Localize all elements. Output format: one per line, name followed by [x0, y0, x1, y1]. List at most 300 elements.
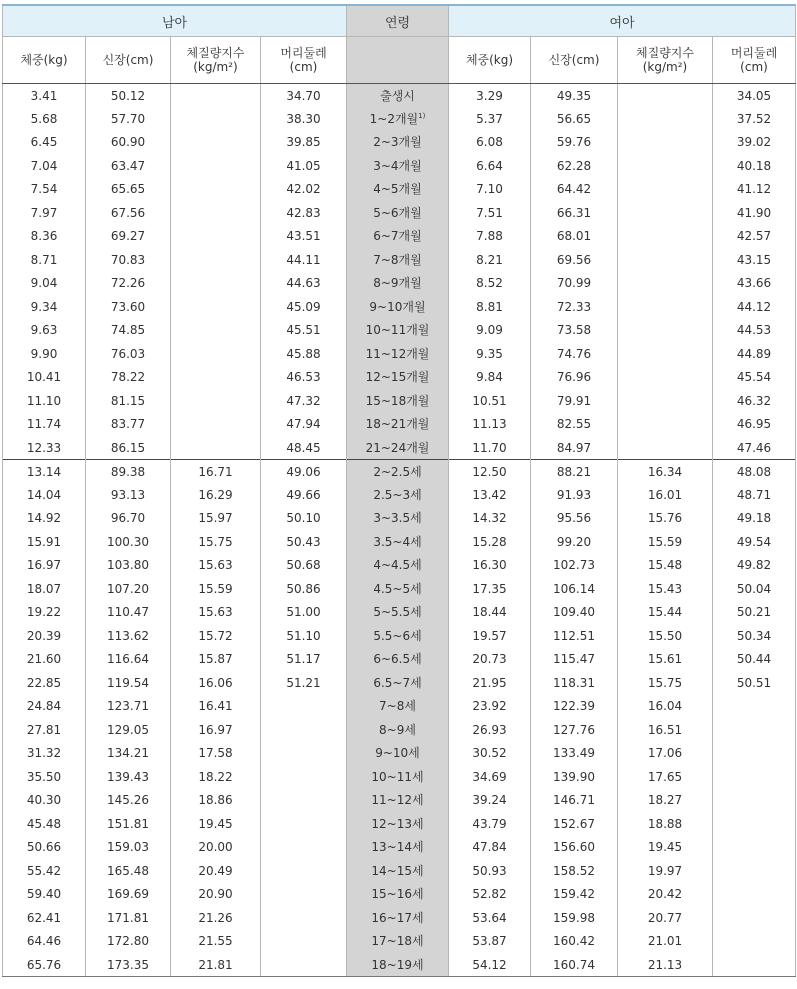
female-height-cell: 91.93 [531, 483, 618, 507]
male-height-cell: 74.85 [86, 319, 171, 343]
table-row [3, 131, 796, 155]
table-row [3, 883, 796, 907]
age-cell [347, 413, 449, 437]
female-bmi-cell: 20.42 [618, 883, 713, 907]
male-head-circumference-cell: 51.00 [261, 601, 347, 625]
age-label: 4~4.5세 [373, 558, 422, 573]
male-weight-cell: 9.90 [3, 342, 86, 366]
female-bmi-cell [618, 201, 713, 225]
female-bmi-cell: 15.50 [618, 624, 713, 648]
male-weight-cell: 50.66 [3, 836, 86, 860]
age-cell [347, 718, 449, 742]
male-head-circumference-cell [261, 883, 347, 907]
female-height-cell: 64.42 [531, 178, 618, 202]
female-bmi-cell [618, 178, 713, 202]
female-bmi-cell: 15.76 [618, 507, 713, 531]
female-height-cell: 160.74 [531, 953, 618, 977]
female-bmi-cell: 16.51 [618, 718, 713, 742]
female-bmi-cell: 18.88 [618, 812, 713, 836]
female-head-circumference-cell: 44.12 [713, 295, 796, 319]
female-bmi-cell: 16.04 [618, 695, 713, 719]
female-bmi-cell [618, 319, 713, 343]
female-height-cell: 84.97 [531, 436, 618, 460]
female-height-header: 신장(cm) [531, 37, 618, 84]
female-head-circumference-cell: 43.66 [713, 272, 796, 296]
female-weight-cell: 12.50 [449, 460, 531, 484]
female-weight-cell: 39.24 [449, 789, 531, 813]
female-height-cell: 56.65 [531, 107, 618, 131]
male-height-cell: 78.22 [86, 366, 171, 390]
female-head-circumference-cell [713, 859, 796, 883]
male-weight-cell: 59.40 [3, 883, 86, 907]
age-cell [347, 695, 449, 719]
age-label: 12~15개월 [365, 370, 430, 385]
female-weight-cell: 11.13 [449, 413, 531, 437]
male-bmi-cell [171, 413, 261, 437]
age-label: 6.5~7세 [373, 675, 422, 690]
table-row [3, 84, 796, 108]
female-head-circumference-cell [713, 883, 796, 907]
female-head-circumference-cell: 41.90 [713, 201, 796, 225]
female-height-cell: 76.96 [531, 366, 618, 390]
male-head-circumference-cell: 41.05 [261, 154, 347, 178]
female-head-circumference-cell [713, 742, 796, 766]
age-cell [347, 601, 449, 625]
female-weight-cell: 53.87 [449, 930, 531, 954]
age-label: 12~13세 [371, 816, 424, 831]
age-label: 10~11세 [371, 769, 424, 784]
age-label: 3~4개월 [373, 158, 422, 173]
male-bmi-cell [171, 366, 261, 390]
female-bmi-header-line2: (kg/m²) [642, 60, 688, 74]
table-row [3, 953, 796, 977]
male-head-circumference-cell: 49.66 [261, 483, 347, 507]
female-bmi-cell [618, 295, 713, 319]
male-bmi-cell [171, 248, 261, 272]
age-cell [347, 84, 449, 108]
female-height-cell: 59.76 [531, 131, 618, 155]
male-bmi-cell [171, 319, 261, 343]
age-cell [347, 930, 449, 954]
table-row [3, 436, 796, 460]
age-label: 6~7개월 [373, 229, 422, 244]
female-head-circumference-cell: 44.53 [713, 319, 796, 343]
male-weight-cell: 45.48 [3, 812, 86, 836]
male-head-circumference-cell: 50.10 [261, 507, 347, 531]
male-height-cell: 63.47 [86, 154, 171, 178]
table-row [3, 413, 796, 437]
male-bmi-cell: 21.26 [171, 906, 261, 930]
female-head-circumference-cell [713, 836, 796, 860]
female-height-cell: 159.42 [531, 883, 618, 907]
age-cell [347, 342, 449, 366]
table-row [3, 248, 796, 272]
table-row [3, 225, 796, 249]
female-head-circumference-cell [713, 789, 796, 813]
age-cell [347, 577, 449, 601]
male-weight-cell: 55.42 [3, 859, 86, 883]
female-head-circumference-cell: 42.57 [713, 225, 796, 249]
male-bmi-cell [171, 295, 261, 319]
male-head-circumference-cell: 42.83 [261, 201, 347, 225]
female-bmi-header-line1: 체질량지수 [636, 46, 694, 60]
male-weight-cell: 35.50 [3, 765, 86, 789]
female-weight-cell: 7.10 [449, 178, 531, 202]
female-bmi-cell: 20.77 [618, 906, 713, 930]
table-row [3, 201, 796, 225]
female-height-cell: 70.99 [531, 272, 618, 296]
male-weight-cell: 6.45 [3, 131, 86, 155]
table-row [3, 718, 796, 742]
male-head-circumference-cell: 51.17 [261, 648, 347, 672]
male-weight-cell: 11.74 [3, 413, 86, 437]
male-head-circumference-cell: 50.86 [261, 577, 347, 601]
male-height-cell: 65.65 [86, 178, 171, 202]
male-weight-cell: 40.30 [3, 789, 86, 813]
male-bmi-cell: 18.86 [171, 789, 261, 813]
age-label: 2~2.5세 [373, 464, 422, 479]
female-head-circumference-cell: 50.51 [713, 671, 796, 695]
male-weight-cell: 65.76 [3, 953, 86, 977]
female-bmi-cell [618, 107, 713, 131]
female-height-cell: 88.21 [531, 460, 618, 484]
female-bmi-cell: 15.48 [618, 554, 713, 578]
male-weight-cell: 62.41 [3, 906, 86, 930]
age-label: 5~6개월 [373, 205, 422, 220]
female-head-circumference-cell: 50.21 [713, 601, 796, 625]
female-head-header-line2: (cm) [740, 60, 768, 74]
female-weight-cell: 9.84 [449, 366, 531, 390]
male-head-circumference-cell: 50.43 [261, 530, 347, 554]
male-height-cell: 73.60 [86, 295, 171, 319]
table-header [3, 5, 796, 84]
table-row [3, 601, 796, 625]
female-weight-cell: 7.51 [449, 201, 531, 225]
female-weight-cell: 50.93 [449, 859, 531, 883]
female-head-circumference-cell [713, 930, 796, 954]
age-label: 11~12세 [371, 793, 424, 808]
male-height-cell: 129.05 [86, 718, 171, 742]
female-head-circumference-cell: 50.04 [713, 577, 796, 601]
age-cell [347, 883, 449, 907]
female-height-cell: 160.42 [531, 930, 618, 954]
table-row [3, 695, 796, 719]
female-head-circumference-cell: 46.32 [713, 389, 796, 413]
male-bmi-cell [171, 225, 261, 249]
female-bmi-cell [618, 84, 713, 108]
growth-standards-table-container [2, 4, 795, 977]
female-head-circumference-cell: 48.08 [713, 460, 796, 484]
female-weight-cell: 17.35 [449, 577, 531, 601]
table-row [3, 366, 796, 390]
age-cell [347, 530, 449, 554]
male-head-circumference-cell: 38.30 [261, 107, 347, 131]
female-head-circumference-cell: 37.52 [713, 107, 796, 131]
male-head-circumference-cell: 51.10 [261, 624, 347, 648]
male-weight-cell: 64.46 [3, 930, 86, 954]
male-weight-cell: 19.22 [3, 601, 86, 625]
male-weight-cell: 14.04 [3, 483, 86, 507]
female-head-circumference-cell: 49.82 [713, 554, 796, 578]
female-weight-cell: 30.52 [449, 742, 531, 766]
age-label: 3.5~4세 [373, 534, 422, 549]
male-weight-cell: 7.54 [3, 178, 86, 202]
table-row [3, 507, 796, 531]
table-row [3, 648, 796, 672]
table-row [3, 342, 796, 366]
female-bmi-cell [618, 413, 713, 437]
age-cell [347, 225, 449, 249]
female-bmi-cell: 15.75 [618, 671, 713, 695]
female-head-circumference-cell: 43.15 [713, 248, 796, 272]
female-weight-cell: 9.09 [449, 319, 531, 343]
female-weight-cell: 13.42 [449, 483, 531, 507]
female-bmi-cell [618, 272, 713, 296]
male-bmi-cell [171, 389, 261, 413]
age-cell [347, 107, 449, 131]
male-bmi-cell: 20.00 [171, 836, 261, 860]
female-weight-cell: 14.32 [449, 507, 531, 531]
male-bmi-cell [171, 154, 261, 178]
male-head-circumference-cell: 42.02 [261, 178, 347, 202]
table-row [3, 389, 796, 413]
female-height-cell: 115.47 [531, 648, 618, 672]
age-cell [347, 436, 449, 460]
female-bmi-cell: 17.65 [618, 765, 713, 789]
male-weight-cell: 21.60 [3, 648, 86, 672]
age-label: 출생시 [380, 88, 415, 103]
female-head-header-line1: 머리둘레 [730, 46, 778, 60]
table-row [3, 789, 796, 813]
age-label: 9~10세 [375, 746, 420, 761]
table-row [3, 765, 796, 789]
male-height-cell: 110.47 [86, 601, 171, 625]
male-height-cell: 119.54 [86, 671, 171, 695]
male-head-circumference-cell [261, 859, 347, 883]
male-head-circumference-cell [261, 695, 347, 719]
female-height-cell: 68.01 [531, 225, 618, 249]
female-height-cell: 127.76 [531, 718, 618, 742]
female-weight-cell: 6.64 [449, 154, 531, 178]
female-weight-cell: 23.92 [449, 695, 531, 719]
male-bmi-cell [171, 342, 261, 366]
age-cell [347, 460, 449, 484]
male-head-circumference-cell [261, 953, 347, 977]
male-weight-cell: 24.84 [3, 695, 86, 719]
male-weight-cell: 20.39 [3, 624, 86, 648]
age-label: 10~11개월 [365, 323, 430, 338]
age-cell [347, 671, 449, 695]
female-head-circumference-cell: 49.18 [713, 507, 796, 531]
female-height-cell: 109.40 [531, 601, 618, 625]
male-weight-cell: 5.68 [3, 107, 86, 131]
female-weight-cell: 11.70 [449, 436, 531, 460]
age-cell [347, 201, 449, 225]
female-head-circumference-cell: 34.05 [713, 84, 796, 108]
age-label: 18~21개월 [365, 417, 430, 432]
female-height-cell: 99.20 [531, 530, 618, 554]
age-label: 13~14세 [371, 840, 424, 855]
age-cell [347, 554, 449, 578]
age-label: 7~8세 [379, 699, 416, 714]
male-bmi-cell: 20.49 [171, 859, 261, 883]
male-head-circumference-cell: 48.45 [261, 436, 347, 460]
female-bmi-cell [618, 436, 713, 460]
female-header: 여아 [449, 5, 796, 37]
male-height-cell: 60.90 [86, 131, 171, 155]
female-height-cell: 69.56 [531, 248, 618, 272]
female-bmi-cell: 15.43 [618, 577, 713, 601]
male-height-cell: 113.62 [86, 624, 171, 648]
male-head-circumference-cell: 39.85 [261, 131, 347, 155]
female-bmi-header [618, 37, 713, 84]
male-head-circumference-cell [261, 836, 347, 860]
age-cell [347, 765, 449, 789]
male-head-circumference-cell [261, 906, 347, 930]
female-weight-cell: 21.95 [449, 671, 531, 695]
male-head-circumference-cell: 44.11 [261, 248, 347, 272]
female-head-circumference-cell: 44.89 [713, 342, 796, 366]
female-head-circumference-cell [713, 812, 796, 836]
female-head-circumference-cell: 50.34 [713, 624, 796, 648]
table-row [3, 319, 796, 343]
male-head-circumference-cell [261, 718, 347, 742]
age-label: 14~15세 [371, 863, 424, 878]
male-head-circumference-cell: 47.32 [261, 389, 347, 413]
female-bmi-cell: 16.34 [618, 460, 713, 484]
male-bmi-cell: 15.63 [171, 601, 261, 625]
male-height-cell: 169.69 [86, 883, 171, 907]
female-weight-cell: 19.57 [449, 624, 531, 648]
male-head-circumference-cell: 50.68 [261, 554, 347, 578]
table-row [3, 930, 796, 954]
age-column-header-blank [347, 37, 449, 84]
male-bmi-cell: 21.55 [171, 930, 261, 954]
female-head-circumference-cell [713, 906, 796, 930]
female-head-circumference-cell: 39.02 [713, 131, 796, 155]
male-head-circumference-cell [261, 812, 347, 836]
age-label: 5.5~6세 [373, 628, 422, 643]
male-head-circumference-cell: 44.63 [261, 272, 347, 296]
male-header: 남아 [3, 5, 347, 37]
table-row [3, 460, 796, 484]
male-bmi-cell: 18.22 [171, 765, 261, 789]
age-footnote-marker: 1) [418, 111, 426, 120]
table-row [3, 272, 796, 296]
female-height-cell: 112.51 [531, 624, 618, 648]
female-bmi-cell: 19.97 [618, 859, 713, 883]
male-height-cell: 116.64 [86, 648, 171, 672]
female-weight-cell: 8.52 [449, 272, 531, 296]
male-bmi-cell: 15.59 [171, 577, 261, 601]
female-bmi-cell: 17.06 [618, 742, 713, 766]
male-height-header: 신장(cm) [86, 37, 171, 84]
female-height-cell: 102.73 [531, 554, 618, 578]
male-bmi-cell [171, 201, 261, 225]
female-height-cell: 82.55 [531, 413, 618, 437]
female-head-circumference-cell [713, 718, 796, 742]
female-weight-cell: 3.29 [449, 84, 531, 108]
age-cell [347, 131, 449, 155]
female-weight-cell: 26.93 [449, 718, 531, 742]
column-header-row [3, 37, 796, 84]
male-weight-cell: 3.41 [3, 84, 86, 108]
male-weight-cell: 13.14 [3, 460, 86, 484]
female-bmi-cell [618, 389, 713, 413]
female-weight-cell: 18.44 [449, 601, 531, 625]
age-label: 4~5개월 [373, 182, 422, 197]
age-label: 18~19세 [371, 957, 424, 972]
female-head-circumference-cell [713, 765, 796, 789]
male-height-cell: 89.38 [86, 460, 171, 484]
female-weight-header: 체중(kg) [449, 37, 531, 84]
female-weight-cell: 16.30 [449, 554, 531, 578]
table-row [3, 554, 796, 578]
male-bmi-cell: 15.72 [171, 624, 261, 648]
age-label: 17~18세 [371, 934, 424, 949]
female-head-circumference-cell [713, 953, 796, 977]
male-weight-cell: 7.04 [3, 154, 86, 178]
male-bmi-cell: 15.63 [171, 554, 261, 578]
female-height-cell: 49.35 [531, 84, 618, 108]
age-cell [347, 154, 449, 178]
male-bmi-cell: 21.81 [171, 953, 261, 977]
male-bmi-cell: 15.75 [171, 530, 261, 554]
age-label: 11~12개월 [365, 346, 430, 361]
female-bmi-cell [618, 366, 713, 390]
table-row [3, 812, 796, 836]
male-height-cell: 96.70 [86, 507, 171, 531]
table-row [3, 295, 796, 319]
male-head-circumference-cell: 49.06 [261, 460, 347, 484]
male-weight-cell: 27.81 [3, 718, 86, 742]
female-height-cell: 66.31 [531, 201, 618, 225]
female-height-cell: 95.56 [531, 507, 618, 531]
age-cell [347, 507, 449, 531]
female-weight-cell: 7.88 [449, 225, 531, 249]
age-cell [347, 624, 449, 648]
male-bmi-cell [171, 107, 261, 131]
male-height-cell: 173.35 [86, 953, 171, 977]
female-bmi-cell: 15.44 [618, 601, 713, 625]
age-cell [347, 859, 449, 883]
female-bmi-cell [618, 225, 713, 249]
male-weight-cell: 31.32 [3, 742, 86, 766]
male-weight-cell: 8.71 [3, 248, 86, 272]
female-weight-cell: 34.69 [449, 765, 531, 789]
male-height-cell: 172.80 [86, 930, 171, 954]
female-head-circumference-cell [713, 695, 796, 719]
male-bmi-cell [171, 178, 261, 202]
female-bmi-cell: 21.13 [618, 953, 713, 977]
male-height-cell: 165.48 [86, 859, 171, 883]
male-weight-cell: 9.63 [3, 319, 86, 343]
male-bmi-cell: 16.29 [171, 483, 261, 507]
male-head-circumference-cell: 47.94 [261, 413, 347, 437]
table-row [3, 671, 796, 695]
male-height-cell: 107.20 [86, 577, 171, 601]
male-height-cell: 100.30 [86, 530, 171, 554]
table-row [3, 154, 796, 178]
age-label: 8~9개월 [373, 276, 422, 291]
age-label: 8~9세 [379, 722, 416, 737]
male-head-circumference-header [261, 37, 347, 84]
male-head-header-line2: (cm) [289, 60, 318, 74]
female-height-cell: 159.98 [531, 906, 618, 930]
male-weight-cell: 12.33 [3, 436, 86, 460]
age-label: 2.5~3세 [373, 487, 422, 502]
male-height-cell: 70.83 [86, 248, 171, 272]
